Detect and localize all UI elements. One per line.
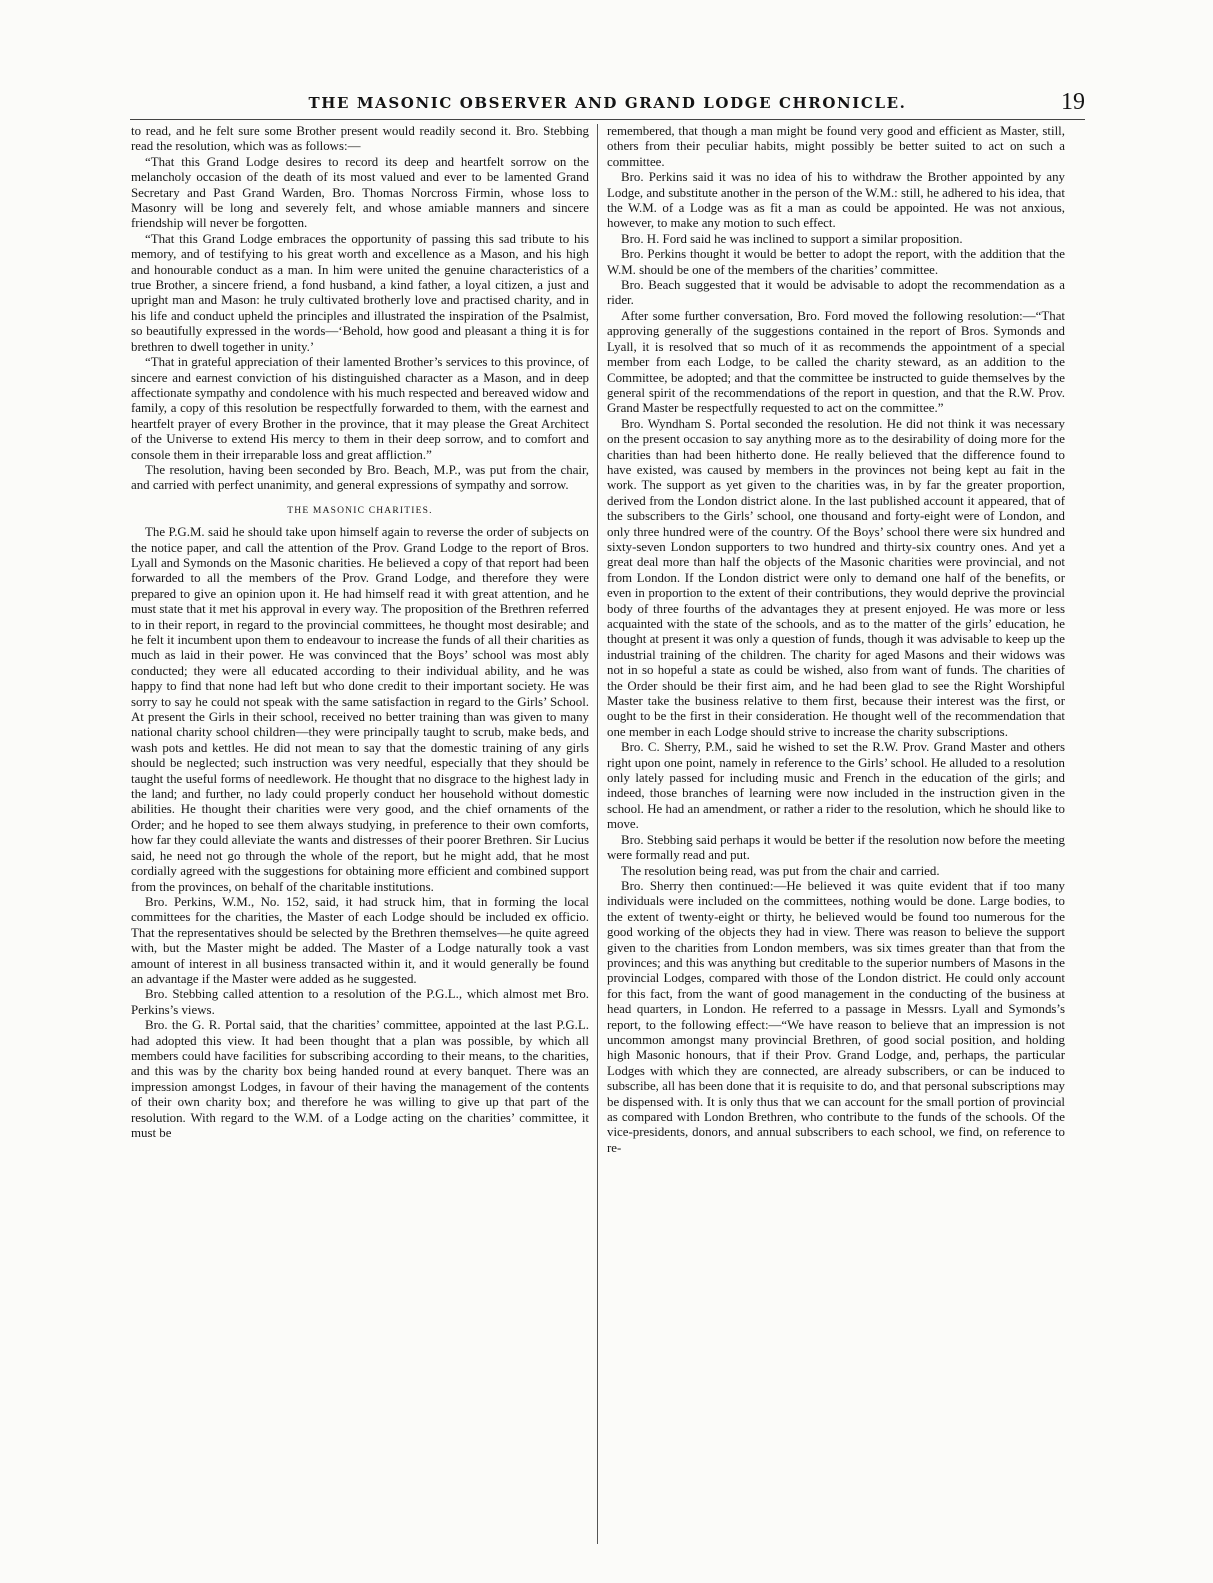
paragraph: Bro. Perkins thought it would be better to adopt the report, with the addition that the W.M. should be one of the members of the charities’ committee.	[607, 247, 1065, 277]
paragraph: Bro. C. Sherry, P.M., said he wished to set the R.W. Prov. Grand Master and others right upon one point, namely in reference to the Girls’ school. He alluded to a resolution only lately passed for including music and French in the education of the girls; and indeed, those branches of learning were now included in the instruction given in the school. He had an amendment, or rather a rider to the resolution, which he should like to move.	[607, 740, 1065, 832]
paragraph: Bro. Perkins said it was no idea of his to withdraw the Brother appointed by any Lodge, and substitute another in the person of the W.M.: still, he adhered to his idea, that the W.M. of a Lodge was as fit a man as could be appointed. He was not anxious, however, to make any motion to such effect.	[607, 170, 1065, 231]
paragraph: “That this Grand Lodge embraces the opportunity of passing this sad tribute to his memory, and of testifying to his great worth and excellence as a Mason, and his high and honourable conduct as a man. In him were united the genuine characteristics of a true Brother, a sincere friend, a fond husband, a kind father, a loyal citizen, a just and upright man and Mason: he truly cultivated brotherly love and practised charity, and in his life and conduct upheld the principles and illustrated the inspiration of the Psalmist, so beautifully expressed in the words—‘Behold, how good and pleasant a thing it is for brethren to dwell together in unity.’	[131, 231, 589, 354]
running-title: THE MASONIC OBSERVER AND GRAND LODGE CHRONICLE.	[308, 94, 907, 112]
page-number: 19	[1061, 89, 1085, 115]
paragraph: The resolution, having been seconded by Bro. Beach, M.P., was put from the chair, and carried with perfect unanimity, and general expressions of sympathy and sorrow.	[131, 462, 589, 493]
paragraph: “That in grateful appreciation of their lamented Brother’s services to this province, of sincere and earnest conviction of his distinguished character as a Mason, and in deep affectionate sympathy and condolence with his much respected and bereaved widow and family, a copy of this resolution be respectfully forwarded to them, with the earnest and heartfelt prayer of every Brother in the province, that it may please the Great Architect of the Universe to extend His mercy to them in their deep sorrow, and to comfort and console them in their irreparable loss and great affliction.”	[131, 355, 589, 462]
page-header	[130, 89, 1085, 120]
paragraph: The P.G.M. said he should take upon himself again to reverse the order of subjects on the notice paper, and call the attention of the Prov. Grand Lodge to the report of Bros. Lyall and Symonds on the Masonic charities. He believed a copy of that report had been forwarded to all the members of the Prov. Grand Lodge, and therefore they were prepared to give an opinion upon it. He had himself read it with great attention, and he must state that it met his approval in every way. The proposition of the Brethren referred to in their report, in regard to the provincial committees, he thought most desirable; and he felt it incumbent upon them to endeavour to increase the funds of all their charities as much as laid in their power. He was convinced that the Boys’ school was most ably conducted; they were all educated according to their individual ability, and he was happy to find that none had left but who done credit to their important society. He was sorry to say he could not speak with the same satisfaction in regard to the Girls’ School. At present the Girls in their school, received no better training than was given to many national charity school children—they were principally taught to scrub, make beds, and wash pots and kettles. He did not mean to say that the domestic training of any girls should be neglected; such instruction was very needful, especially that they should be taught the useful forms of needlework. He thought that no disgrace to the highest lady in the land; and further, no lady could properly conduct her household without domestic abilities. He thought their charities were very good, and the chief ornaments of the Order; and he hoped to see them always studying, in preference to their own comforts, how far they could alleviate the wants and distresses of their poorer Brethren. Sir Lucius said, he need not go through the whole of the report, but he might add, that he most cordially agreed with the suggestions for obtaining more efficient and combined support from the provinces, on behalf of the charitable institutions.	[131, 525, 589, 894]
paragraph: Bro. Beach suggested that it would be advisable to adopt the recommendation as a rider.	[607, 278, 1065, 308]
paragraph: After some further conversation, Bro. Ford moved the following resolution:—“That approving generally of the suggestions contained in the report of Bros. Symonds and Lyall, it is resolved that so much of it as recommends the appointment of a special member from each Lodge, to be called the charity steward, as an addition to the Committee, be adopted; and that the committee be instructed to guide themselves by the general spirit of the recommendations of the report in question, and that the R.W. Prov. Grand Master be respectfully requested to act on the committee.”	[607, 308, 1065, 416]
paragraph: Bro. Wyndham S. Portal seconded the resolution. He did not think it was necessary on the present occasion to say anything more as to the desirability of doing more for the charities than had been hitherto done. He really believed that the difference found to have existed, was caused by members in the provinces not being kept au fait in the work. The support as yet given to the charities was, in by far the greater proportion, derived from the London district alone. In the last published account it appeared, that of the subscribers to the Girls’ school, one thousand and forty-eight were of London, and only three hundred were of the country. Of the Boys’ school there were six hundred and sixty-seven London supporters to two hundred and thirty-six country ones. And yet a great deal more than half the objects of the Masonic charities were provincial, and not from London. If the London district were only to demand one half of the benefits, or even in proportion to the extent of their contributions, they would deprive the provincial body of three fourths of the advantages they at present enjoyed. He was more or less acquainted with the state of the schools, and as to the matter of the girls’ education, he thought at present it was only a question of funds, though it was advisable to keep up the industrial training of the children. The charity for aged Masons and their widows was not in so hopeful a state as could be wished, also from want of funds. The charities of the Order should be their first aim, and he had been glad to see the Right Worshipful Master take the business relative to them first, because their interest was the first, or ought to be the first in their consideration. He thought well of the recommendation that one member in each Lodge should strive to increase the charity subscriptions.	[607, 416, 1065, 739]
left-column	[131, 124, 589, 1544]
column-divider	[597, 124, 598, 1544]
paragraph: Bro. Stebbing called attention to a resolution of the P.G.L., which almost met Bro. Perkins’s views.	[131, 987, 589, 1017]
paragraph: “That this Grand Lodge desires to record its deep and heartfelt sorrow on the melancholy occasion of the death of its most valued and ever to be lamented Grand Secretary and Past Grand Warden, Bro. Thomas Norcross Firmin, whose loss to Masonry will be long and severely felt, and whose amiable manners and sincere friendship will never be forgotten.	[131, 154, 589, 231]
paragraph: Bro. Perkins, W.M., No. 152, said, it had struck him, that in forming the local committees for the charities, the Master of each Lodge should be included ex officio. That the representatives should be selected by the Brethren themselves—he quite agreed with, but the Master might be added. The Master of a Lodge naturally took a vast amount of interest in all business transacted within it, and it would generally be found an advantage if the Master were added as he suggested.	[131, 894, 589, 986]
right-column	[607, 124, 1065, 1544]
paragraph: remembered, that though a man might be found very good and efficient as Master, still, others from their peculiar habits, might possibly be better suited to act on such a committee.	[607, 124, 1065, 169]
section-heading: THE MASONIC CHARITIES.	[287, 505, 433, 516]
paragraph: Bro. the G. R. Portal said, that the charities’ committee, appointed at the last P.G.L. had adopted this view. It had been thought that a plan was possible, by which all members could have facilities for subscribing according to their means, to the charities, and this was by the charity box being handed round at every banquet. There was an impression amongst Lodges, in favour of their having the management of the contents of their own charity box; and therefore he was willing to give up that part of the resolution. With regard to the W.M. of a Lodge acting on the charities’ committee, it must be	[131, 1018, 589, 1140]
paragraph: The resolution being read, was put from the chair and carried.	[621, 863, 940, 878]
paragraph: Bro. Stebbing said perhaps it would be better if the resolution now before the meeting were formally read and put.	[607, 832, 1065, 863]
paragraph: Bro. Sherry then continued:—He believed it was quite evident that if too many individuals were included on the committees, nothing would be done. Large bodies, to the extent of twenty-eight or thirty, he believed would be found too numerous for the good working of the objects they had in view. There was reason to believe the support given to the charities from London members, was six times greater than that from the provinces; and this was anything but creditable to the superior numbers of Masons in the provincial Lodges, compared with those of the London district. He could only account for this fact, from the want of good management in the conducting of the business at head quarters, in London. He referred to a passage in Messrs. Lyall and Symonds’s report, to the following effect:—“We have reason to believe that an impression is not uncommon amongst many provincial Brethren, of good social position, and holding high Masonic honours, that if their Prov. Grand Lodge, and, perhaps, the particular Lodges with which they are connected, are already subscribers, or can be induced to subscribe, all has been done that it is requisite to do, and that personal subscriptions may be dispensed with. It is only thus that we can account for the small portion of provincial as compared with London Brethren, who contribute to the funds of the schools. Of the vice-presidents, donors, and annual subscribers to each school, we find, on reference to re-	[607, 878, 1065, 1155]
paragraph: to read, and he felt sure some Brother present would readily second it. Bro. Stebbing read the resolution, which was as follows:—	[131, 124, 589, 154]
paragraph: Bro. H. Ford said he was inclined to support a similar proposition.	[621, 231, 963, 246]
header-rule	[130, 119, 1085, 120]
